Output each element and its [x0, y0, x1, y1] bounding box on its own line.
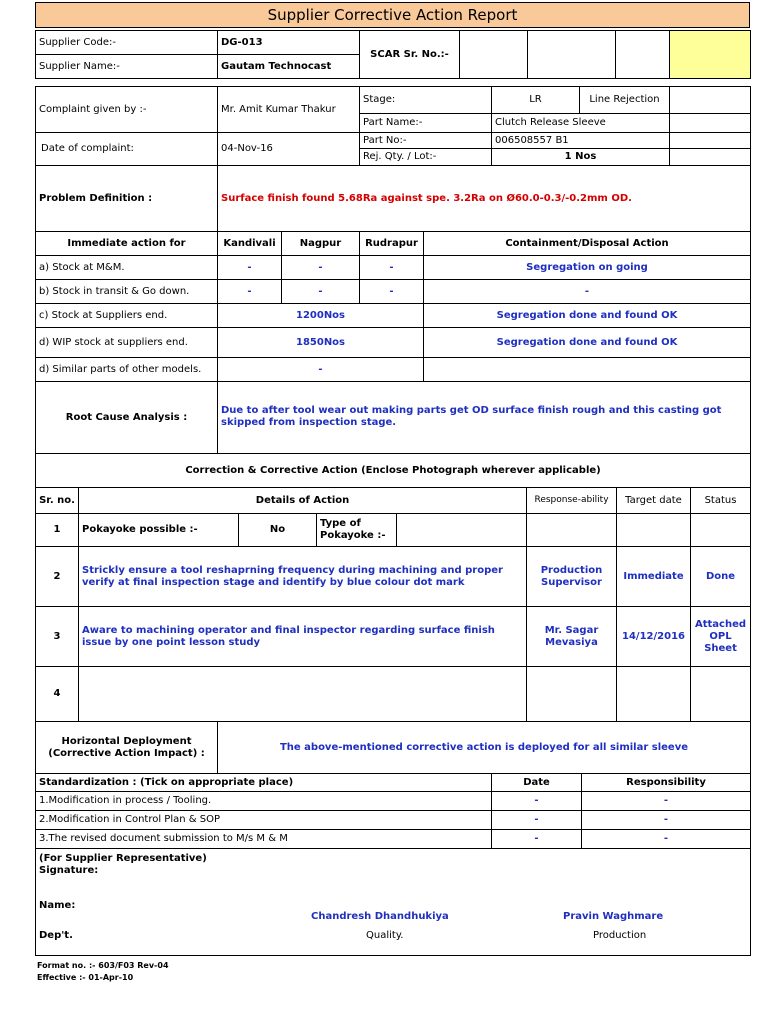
sr-number: 4: [36, 667, 79, 722]
std-row-resp: -: [582, 811, 751, 830]
std-row-resp: -: [582, 792, 751, 811]
report-title: Supplier Corrective Action Report: [36, 3, 750, 28]
pokayoke-label: Pokayoke possible :-: [79, 514, 239, 547]
supplier-code-label-cell: Supplier Code:-: [36, 31, 218, 55]
sr-number: 3: [36, 607, 79, 667]
kandivali-value: -: [218, 280, 282, 304]
action-responsibility: Mr. Sagar Mevasiya: [527, 607, 617, 667]
rudrapur-value: -: [360, 256, 424, 280]
signature-label: Signature:: [39, 865, 99, 876]
std-row-date: -: [492, 811, 582, 830]
std-row-label: 3.The revised document submission to M/s M & M: [36, 830, 492, 849]
dept-label: Dep't.: [39, 930, 73, 941]
corrective-section-title: Correction & Corrective Action (Enclose Photograph wherever applicable): [36, 454, 751, 488]
person-2-name: Pravin Waghmare: [563, 911, 664, 922]
containment-header: Containment/Disposal Action: [424, 232, 751, 256]
part-no: 006508557 B1: [492, 133, 670, 149]
containment-action: Segregation on going: [424, 256, 751, 280]
std-row-label: 1.Modification in process / Tooling.: [36, 792, 492, 811]
signature-table: [35, 848, 751, 956]
containment-action: -: [424, 280, 751, 304]
person-2-dept: Production: [593, 930, 647, 941]
sr-number: 2: [36, 547, 79, 607]
containment-action: Segregation done and found OK: [424, 328, 751, 358]
containment-action: [424, 358, 751, 382]
action-text: Aware to machining operator and final inspector regarding surface finish issue by one point lesson study: [79, 607, 527, 667]
action-target-date: Immediate: [617, 547, 691, 607]
horizontal-text: The above-mentioned corrective action is deployed for all similar sleeve: [218, 722, 751, 774]
corrective-table: [35, 453, 751, 722]
stage-type: Line Rejection: [580, 87, 670, 114]
std-date-header: Date: [492, 774, 582, 792]
part-name-label: Part Name:-: [360, 114, 492, 133]
stock-qty: 1200Nos: [218, 304, 424, 328]
target-header: Target date: [617, 488, 691, 514]
problem-table: [35, 165, 751, 232]
rudrapur-value: -: [360, 280, 424, 304]
complaint-date: 04-Nov-16: [218, 133, 360, 166]
supplier-code-cell: DG-013: [218, 31, 360, 55]
kandivali-value: -: [218, 256, 282, 280]
rudrapur-header: Rudrapur: [360, 232, 424, 256]
status-header: Status: [691, 488, 751, 514]
immediate-table: [35, 231, 751, 382]
complaint-by: Mr. Amit Kumar Thakur: [218, 87, 360, 133]
complaint-by-label: Complaint given by :-: [36, 87, 218, 133]
pokayoke-value: No: [239, 514, 317, 547]
root-cause-text: Due to after tool wear out making parts get OD surface finish rough and this casting got skipped from inspection stage.: [218, 382, 751, 454]
std-resp-header: Responsibility: [582, 774, 751, 792]
pokayoke-type-label: Type of Pokayoke :-: [317, 514, 397, 547]
details-header: Details of Action: [79, 488, 527, 514]
scar-label: SCAR Sr. No.:-: [360, 31, 460, 79]
problem-text: Surface finish found 5.68Ra against spe. 3.2Ra on Ø60.0-0.3/-0.2mm OD.: [218, 166, 751, 232]
standardization-table: [35, 773, 751, 849]
rep-label: (For Supplier Representative): [39, 853, 207, 864]
containment-action: Segregation done and found OK: [424, 304, 751, 328]
scar-box-1: [460, 31, 528, 79]
horizontal-label-line1: Horizontal Deployment: [61, 735, 192, 747]
stage-value: LR: [492, 87, 580, 114]
horizontal-label-line2: (Corrective Action Impact) :: [48, 747, 205, 759]
part-name: Clutch Release Sleeve: [492, 114, 670, 133]
format-number: Format no. :- 603/F03 Rev-04: [37, 961, 169, 970]
root-cause-label: Root Cause Analysis :: [36, 382, 218, 454]
resp-header: Response-ability: [527, 488, 617, 514]
complaint-table: [35, 86, 751, 166]
root-cause-table: [35, 381, 751, 454]
horizontal-label: [36, 722, 218, 774]
stock-qty: 1850Nos: [218, 328, 424, 358]
scar-box-2: [528, 31, 616, 79]
sr-header: Sr. no.: [36, 488, 79, 514]
nagpur-value: -: [282, 280, 360, 304]
kandivali-header: Kandivali: [218, 232, 282, 256]
scar-box-3: [616, 31, 670, 79]
supplier-name-cell: Gautam Technocast: [218, 55, 360, 79]
rej-qty: 1 Nos: [492, 149, 670, 166]
std-row-date: -: [492, 792, 582, 811]
action-target-date: 14/12/2016: [617, 607, 691, 667]
action-status: Done: [691, 547, 751, 607]
complaint-date-label: Date of complaint:: [36, 133, 218, 166]
name-label: Name:: [39, 900, 76, 911]
nagpur-value: -: [282, 256, 360, 280]
immediate-row-label: c) Stock at Suppliers end.: [36, 304, 218, 328]
immediate-row-label: a) Stock at M&M.: [36, 256, 218, 280]
action-status: Attached OPL Sheet: [691, 607, 751, 667]
action-text: Strickly ensure a tool reshaprning frequency during machining and proper verify at final inspection stage and identify by blue colour dot mark: [79, 547, 527, 607]
scar-highlight-box: [670, 31, 751, 79]
standardization-header: Standardization : (Tick on appropriate place): [36, 774, 492, 792]
part-no-label: Part No:-: [360, 133, 492, 149]
signature-cell: [36, 849, 751, 956]
supplier-name-label-cell: Supplier Name:-: [36, 55, 218, 79]
immediate-row-label: d) Similar parts of other models.: [36, 358, 218, 382]
immediate-row-label: b) Stock in transit & Go down.: [36, 280, 218, 304]
immediate-header: Immediate action for: [36, 232, 218, 256]
std-row-date: -: [492, 830, 582, 849]
effective-date: Effective :- 01-Apr-10: [37, 973, 134, 982]
stock-qty: -: [218, 358, 424, 382]
std-row-label: 2.Modification in Control Plan & SOP: [36, 811, 492, 830]
person-1-name: Chandresh Dhandhukiya: [311, 911, 449, 922]
rej-qty-label: Rej. Qty. / Lot:-: [360, 149, 492, 166]
immediate-row-label: d) WIP stock at suppliers end.: [36, 328, 218, 358]
problem-label: Problem Definition :: [36, 166, 218, 232]
title-table: [35, 2, 750, 28]
supplier-table: [35, 30, 751, 79]
action-responsibility: Production Supervisor: [527, 547, 617, 607]
nagpur-header: Nagpur: [282, 232, 360, 256]
std-row-resp: -: [582, 830, 751, 849]
person-1-dept: Quality.: [366, 930, 404, 941]
stage-label: Stage:: [360, 87, 492, 114]
sr-number: 1: [36, 514, 79, 547]
horizontal-table: [35, 721, 751, 774]
